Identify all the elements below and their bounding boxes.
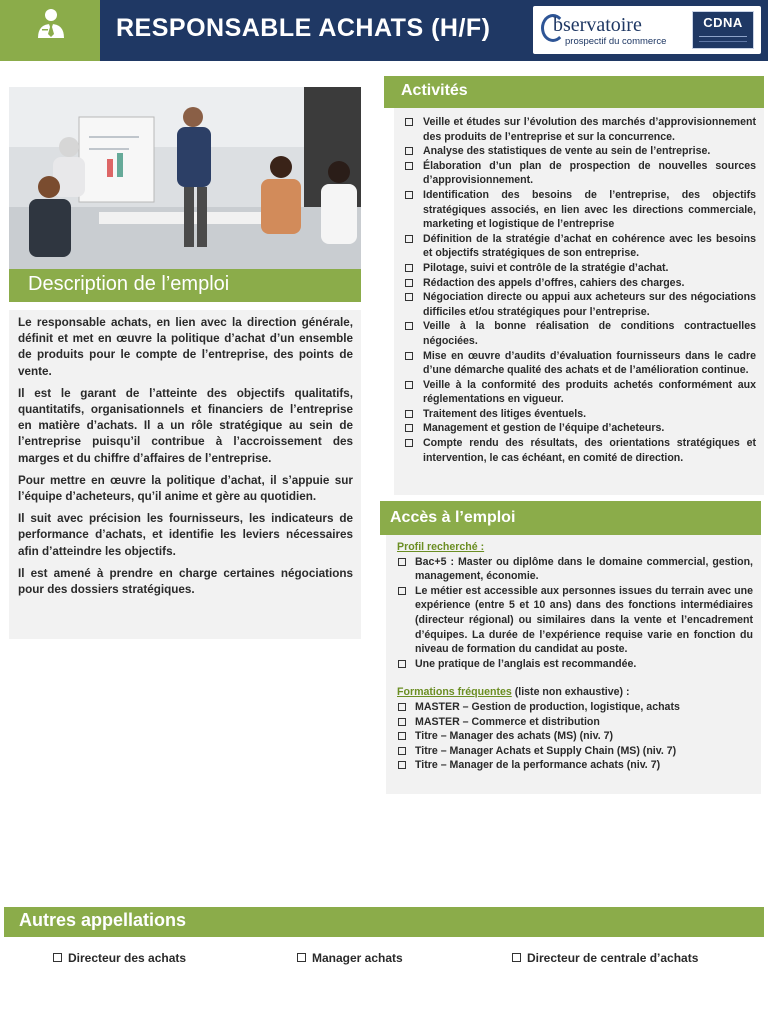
activites-list — [404, 115, 756, 465]
appellation-text: Manager achats — [312, 951, 403, 965]
formations-label: Formations fréquentes — [397, 686, 512, 699]
checkbox-bullet-icon — [398, 732, 406, 740]
observatoire-logo — [541, 14, 681, 50]
list-item-text: Pilotage, suivi et contrôle de la stratégie d’achat. — [423, 261, 669, 274]
description-panel — [9, 310, 361, 639]
list-item — [397, 758, 753, 773]
list-item-text: Bac+5 : Master ou diplôme dans le domaine commercial, gestion, management, économie. — [415, 555, 753, 583]
list-item-text: Une pratique de l’anglais est recommandée. — [415, 657, 637, 670]
partner-logos — [533, 6, 761, 54]
cdna-logo-text: CDNA — [703, 15, 743, 30]
checkbox-bullet-icon — [398, 761, 406, 769]
list-item — [404, 115, 756, 144]
formations-list — [397, 700, 753, 773]
header-icon-box — [0, 0, 100, 61]
checkbox-bullet-icon — [398, 703, 406, 711]
cdna-logo-line — [699, 36, 747, 37]
list-item-text: Veille et études sur l’évolution des marchés d’approvisionnement des produits de l’entreprise et sur la concurrence. — [423, 116, 756, 143]
meeting-photo — [9, 87, 361, 270]
list-item — [404, 290, 756, 319]
appellation-text: Directeur des achats — [68, 951, 187, 965]
checkbox-bullet-icon — [405, 293, 413, 301]
checkbox-bullet-icon — [405, 118, 413, 126]
description-paragraph: Il est le garant de l’atteinte des objectifs qualitatifs, quantitatifs, organisationnels et financiers de l’entreprise en matière d’achats. Il a un rôle stratégique au sein de l’entreprise puisqu’il contribue à l’accroissement des marges et du chiffre d’affaires de l’entreprise. — [18, 386, 353, 465]
checkbox-bullet-icon — [405, 147, 413, 155]
spacer — [397, 671, 753, 685]
checkbox-bullet-icon — [398, 587, 406, 595]
list-item-text: Veille à la conformité des produits achetés conformément aux réglementations en vigueur. — [423, 378, 756, 406]
list-item-text: Le métier est accessible aux personnes issues du terrain avec une expérience (entre 5 et 10 ans) dans des fonctions intermédiaires (directeur régional) ou similaires dans la vente et l’encadrement d’équipes. La durée de l’expérience requise varie en fonction du niveau de formation du candidat au poste. — [415, 584, 753, 656]
checkbox-bullet-icon — [53, 953, 62, 962]
description-paragraph: Pour mettre en œuvre la politique d’achat, il s’appuie sur l’équipe d’acheteurs, qu’il anime et gère au quotidien. — [18, 473, 353, 504]
checkbox-bullet-icon — [405, 352, 413, 360]
formations-suffix: (liste non exhaustive) : — [511, 686, 630, 699]
list-item — [404, 159, 756, 188]
checkbox-bullet-icon — [405, 410, 413, 418]
appellation-text: Directeur de centrale d’achats — [527, 951, 699, 965]
list-item — [404, 378, 756, 407]
profil-list — [397, 555, 753, 672]
list-item-text: Définition de la stratégie d’achat en cohérence avec les besoins et objectifs stratégiques de son entreprise. — [423, 232, 756, 260]
observatoire-logo-text: bservatoire — [553, 14, 642, 36]
list-item — [404, 421, 756, 436]
checkbox-bullet-icon — [405, 162, 413, 170]
list-item-text: MASTER – Commerce et distribution — [415, 715, 600, 728]
list-item — [404, 261, 756, 276]
list-item-text: Élaboration d’un plan de prospection de nouvelles sources d’approvisionnement. — [423, 159, 756, 187]
cdna-logo — [692, 11, 754, 49]
list-item-text: Mise en œuvre d’audits d’évaluation fournisseurs dans le cadre d’une démarche qualité des achats et de l’amélioration continue. — [423, 349, 756, 377]
checkbox-bullet-icon — [398, 660, 406, 668]
list-item-text: Titre – Manager de la performance achats (niv. 7) — [415, 759, 661, 772]
list-item — [404, 407, 756, 422]
description-paragraph: Il suit avec précision les fournisseurs, les indicateurs de performance d’achats, et identifie les leviers nécessaires afin d’atteindre les objectifs. — [18, 512, 353, 558]
activites-section-title: Activités — [384, 76, 764, 108]
list-item — [404, 144, 756, 159]
list-item — [397, 729, 753, 744]
autres-section-title: Autres appellations — [4, 907, 764, 937]
description-paragraph: Le responsable achats, en lien avec la direction générale, définit et met en œuvre la politique d’achat d’un ensemble de produits pour le compte de l’entreprise, des points de vente. — [18, 316, 353, 378]
list-item-text: MASTER – Gestion de production, logistique, achats — [415, 700, 680, 713]
checkbox-bullet-icon — [297, 953, 306, 962]
list-item — [404, 276, 756, 291]
list-item-text: Rédaction des appels d’offres, cahiers des charges. — [423, 276, 685, 289]
observatoire-logo-subtitle: prospectif du commerce — [565, 36, 667, 47]
list-item — [397, 657, 753, 672]
activites-panel — [394, 108, 764, 495]
person-tie-icon — [0, 0, 100, 61]
checkbox-bullet-icon — [398, 747, 406, 755]
checkbox-bullet-icon — [405, 439, 413, 447]
list-item — [397, 555, 753, 584]
list-item-text: Management et gestion de l’équipe d’acheteurs. — [423, 422, 665, 435]
list-item-text: Compte rendu des résultats, des orientations stratégiques et intervention, le cas échéant, en comité de direction. — [423, 437, 756, 464]
checkbox-bullet-icon — [405, 381, 413, 389]
list-item-text: Identification des besoins de l’entreprise, des objectifs stratégiques associés, en lien avec les directions commerciale, marketing et logistique de l’entreprise — [423, 188, 756, 231]
list-item-text: Veille à la bonne réalisation de conditions contractuelles négociées. — [423, 320, 756, 347]
acces-panel — [386, 535, 761, 794]
appellation-item — [296, 951, 403, 965]
description-paragraph: Il est amené à prendre en charge certaines négociations pour des dossiers stratégiques. — [18, 566, 353, 597]
checkbox-bullet-icon — [398, 718, 406, 726]
list-item — [404, 436, 756, 465]
list-item-text: Traitement des litiges éventuels. — [423, 407, 587, 420]
list-item — [404, 232, 756, 261]
description-section-title: Description de l’emploi — [9, 269, 361, 302]
checkbox-bullet-icon — [405, 322, 413, 330]
list-item — [404, 349, 756, 378]
checkbox-bullet-icon — [405, 235, 413, 243]
list-item — [397, 700, 753, 715]
list-item — [404, 188, 756, 232]
checkbox-bullet-icon — [405, 191, 413, 199]
list-item — [397, 715, 753, 730]
profil-label: Profil recherché : — [397, 541, 485, 553]
page-title: RESPONSABLE ACHATS (H/F) — [116, 14, 491, 42]
checkbox-bullet-icon — [398, 558, 406, 566]
cdna-logo-line — [699, 41, 747, 42]
list-item-text: Titre – Manager Achats et Supply Chain (MS) (niv. 7) — [415, 744, 677, 757]
checkbox-bullet-icon — [405, 424, 413, 432]
checkbox-bullet-icon — [512, 953, 521, 962]
list-item-text: Titre – Manager des achats (MS) (niv. 7) — [415, 730, 614, 743]
formations-heading — [397, 685, 753, 700]
list-item-text: Négociation directe ou appui aux acheteurs sur des négociations difficiles et/ou stratégiques pour l’entreprise. — [423, 291, 756, 318]
list-item — [397, 584, 753, 657]
list-item-text: Analyse des statistiques de vente au sein de l’entreprise. — [423, 145, 711, 158]
appellation-item — [52, 951, 186, 965]
checkbox-bullet-icon — [405, 279, 413, 287]
list-item — [397, 744, 753, 759]
header-bar — [0, 0, 768, 61]
acces-section-title: Accès à l’emploi — [380, 501, 761, 535]
checkbox-bullet-icon — [405, 264, 413, 272]
list-item — [404, 319, 756, 348]
appellation-item — [511, 951, 698, 965]
